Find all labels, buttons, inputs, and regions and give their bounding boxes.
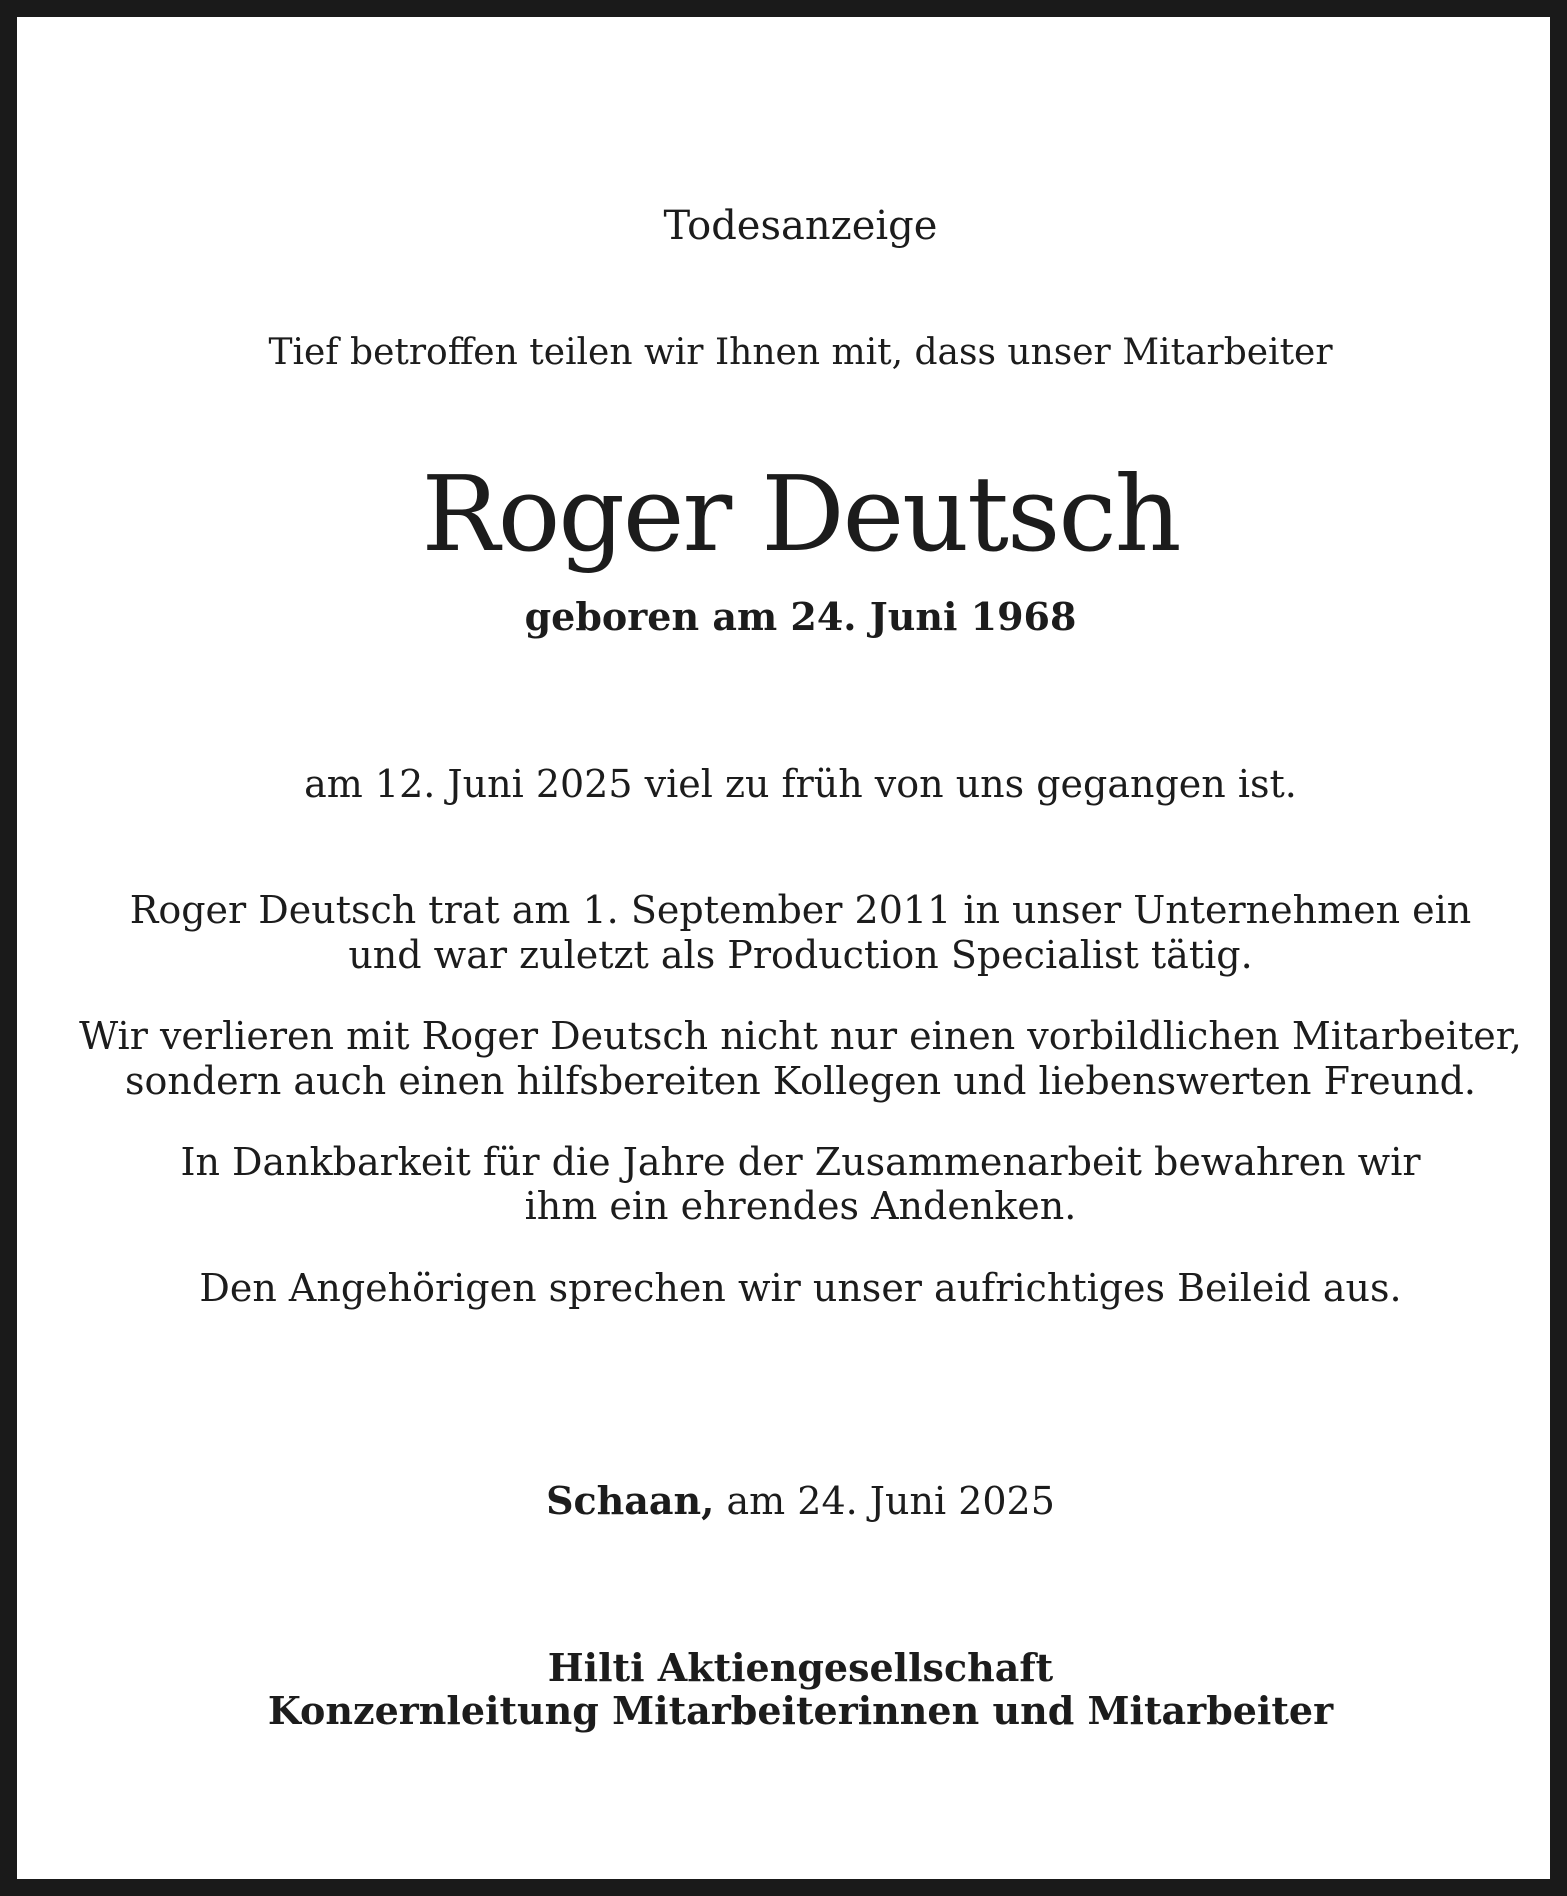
death-date-text: am 12. Juni 2025 viel zu früh von uns gegangen ist. — [304, 762, 1297, 806]
signature-company: Hilti Aktiengesellschaft — [547, 1645, 1054, 1690]
paragraph-line: Roger Deutsch trat am 1. September 2011 in unser Unternehmen ein — [129, 888, 1472, 932]
paragraph-line: Wir verlieren mit Roger Deutsch nicht nur einen vorbildlichen Mitarbeiter, — [79, 1014, 1522, 1058]
paragraph-line: sondern auch einen hilfsbereiten Kollegen und liebenswerten Freund. — [125, 1059, 1476, 1103]
paragraph-line: In Dankbarkeit für die Jahre der Zusammenarbeit bewahren wir — [180, 1140, 1421, 1184]
paragraph-line: und war zuletzt als Production Specialist tätig. — [348, 933, 1253, 977]
place-city: Schaan, — [546, 1478, 715, 1523]
deceased-name: Roger Deutsch — [421, 453, 1180, 575]
place-date: am 24. Juni 2025 — [726, 1479, 1055, 1523]
intro-text: Tief betroffen teilen wir Ihnen mit, dass unser Mitarbeiter — [268, 332, 1333, 373]
paragraph-line: Den Angehörigen sprechen wir unser aufrichtiges Beileid aus. — [199, 1266, 1402, 1310]
signature-department: Konzernleitung Mitarbeiterinnen und Mitarbeiter — [267, 1688, 1334, 1733]
birth-date: geboren am 24. Juni 1968 — [524, 594, 1077, 639]
place-and-date — [17, 1478, 1567, 1523]
notice-title: Todesanzeige — [663, 203, 938, 249]
paragraph-line: ihm ein ehrendes Andenken. — [524, 1184, 1077, 1228]
